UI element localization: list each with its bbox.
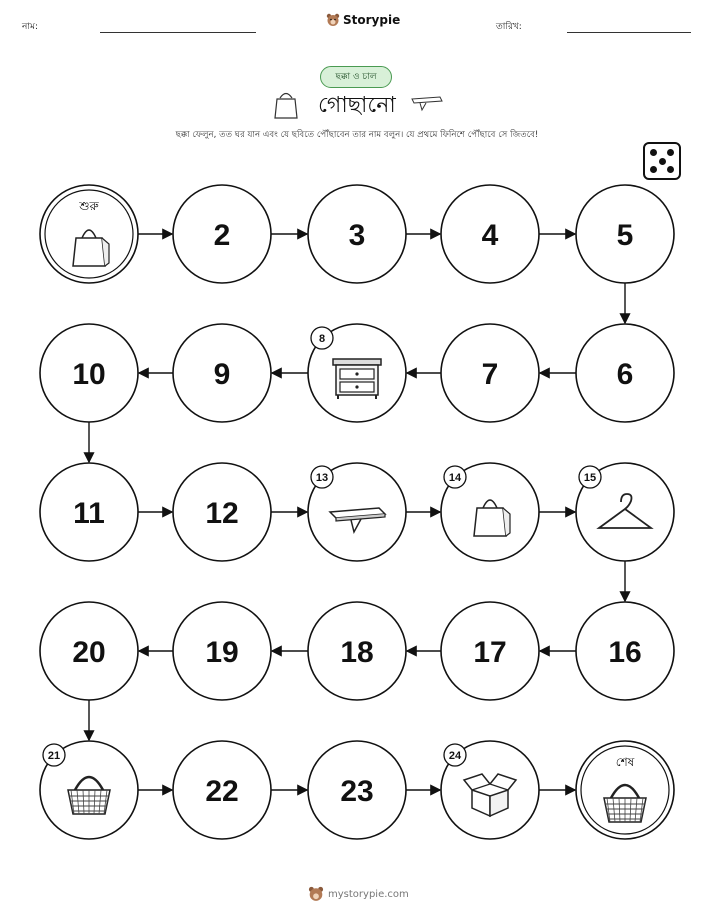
brand-name: Storypie — [343, 13, 401, 27]
cell-number: 6 — [616, 358, 634, 391]
cell-number: 14 — [448, 472, 462, 484]
board-cell-10 — [40, 324, 138, 422]
name-label: নাম: — [22, 22, 39, 32]
end-label: শেষ — [615, 755, 635, 769]
cell-number: 12 — [205, 497, 239, 530]
board-cell-22 — [173, 741, 271, 839]
board-cell-15 — [576, 463, 674, 561]
cell-number: 4 — [481, 219, 499, 252]
cell-number: 13 — [315, 472, 329, 484]
cell-number: 18 — [340, 636, 374, 669]
board-cell-19 — [173, 602, 271, 700]
board-cell-21 — [40, 741, 138, 839]
board-cell-20 — [40, 602, 138, 700]
board-cell-18 — [308, 602, 406, 700]
board-cell-14 — [441, 463, 539, 561]
start-label: শুরু — [79, 199, 99, 213]
board-cell-6 — [576, 324, 674, 422]
cell-number: 16 — [608, 636, 642, 669]
footer-url: mystorypie.com — [328, 888, 409, 900]
board-cell-9 — [173, 324, 271, 422]
board-cell-4 — [441, 185, 539, 283]
cell-number: 22 — [205, 775, 239, 808]
board-cell-1 — [40, 185, 138, 283]
cell-number: 7 — [481, 358, 499, 391]
nightstand-icon — [333, 359, 381, 399]
footer — [308, 886, 409, 902]
bear-icon — [308, 886, 324, 902]
board-cell-5 — [576, 185, 674, 283]
cell-number: 23 — [340, 775, 374, 808]
date-label: তারিখ: — [496, 22, 522, 32]
cell-number: 10 — [72, 358, 106, 391]
board-cell-13 — [308, 463, 406, 561]
cell-number: 11 — [73, 497, 105, 530]
instructions: ছক্কা ফেলুন, তত ঘর যান এবং যে ছবিতে পৌঁছাবেন তার নাম বলুন। যে প্রথমে ফিনিশে পৌঁছাবে সে জিতবে! — [175, 130, 539, 140]
board-cell-7 — [441, 324, 539, 422]
game-type-badge: ছক্কা ও চাল — [320, 66, 392, 88]
cell-number: 9 — [213, 358, 231, 391]
cell-number: 24 — [448, 750, 462, 762]
cell-number: 15 — [583, 472, 597, 484]
board-cell-2 — [173, 185, 271, 283]
board-cell-24 — [441, 741, 539, 839]
cell-number: 8 — [318, 333, 326, 345]
cell-number: 3 — [348, 219, 366, 252]
cell-number: 2 — [213, 219, 231, 252]
board-cell-23 — [308, 741, 406, 839]
cell-number: 17 — [473, 636, 507, 669]
page-title: গোছানো — [318, 93, 396, 118]
cell-number: 19 — [205, 636, 239, 669]
cell-number: 20 — [72, 636, 106, 669]
board-cell-17 — [441, 602, 539, 700]
board-cell-11 — [40, 463, 138, 561]
board-cell-3 — [308, 185, 406, 283]
board-cell-25 — [576, 741, 674, 839]
cell-number: 5 — [616, 219, 634, 252]
board-cell-8 — [308, 324, 406, 422]
cell-number: 21 — [47, 750, 61, 762]
board-cell-16 — [576, 602, 674, 700]
board-cell-12 — [173, 463, 271, 561]
